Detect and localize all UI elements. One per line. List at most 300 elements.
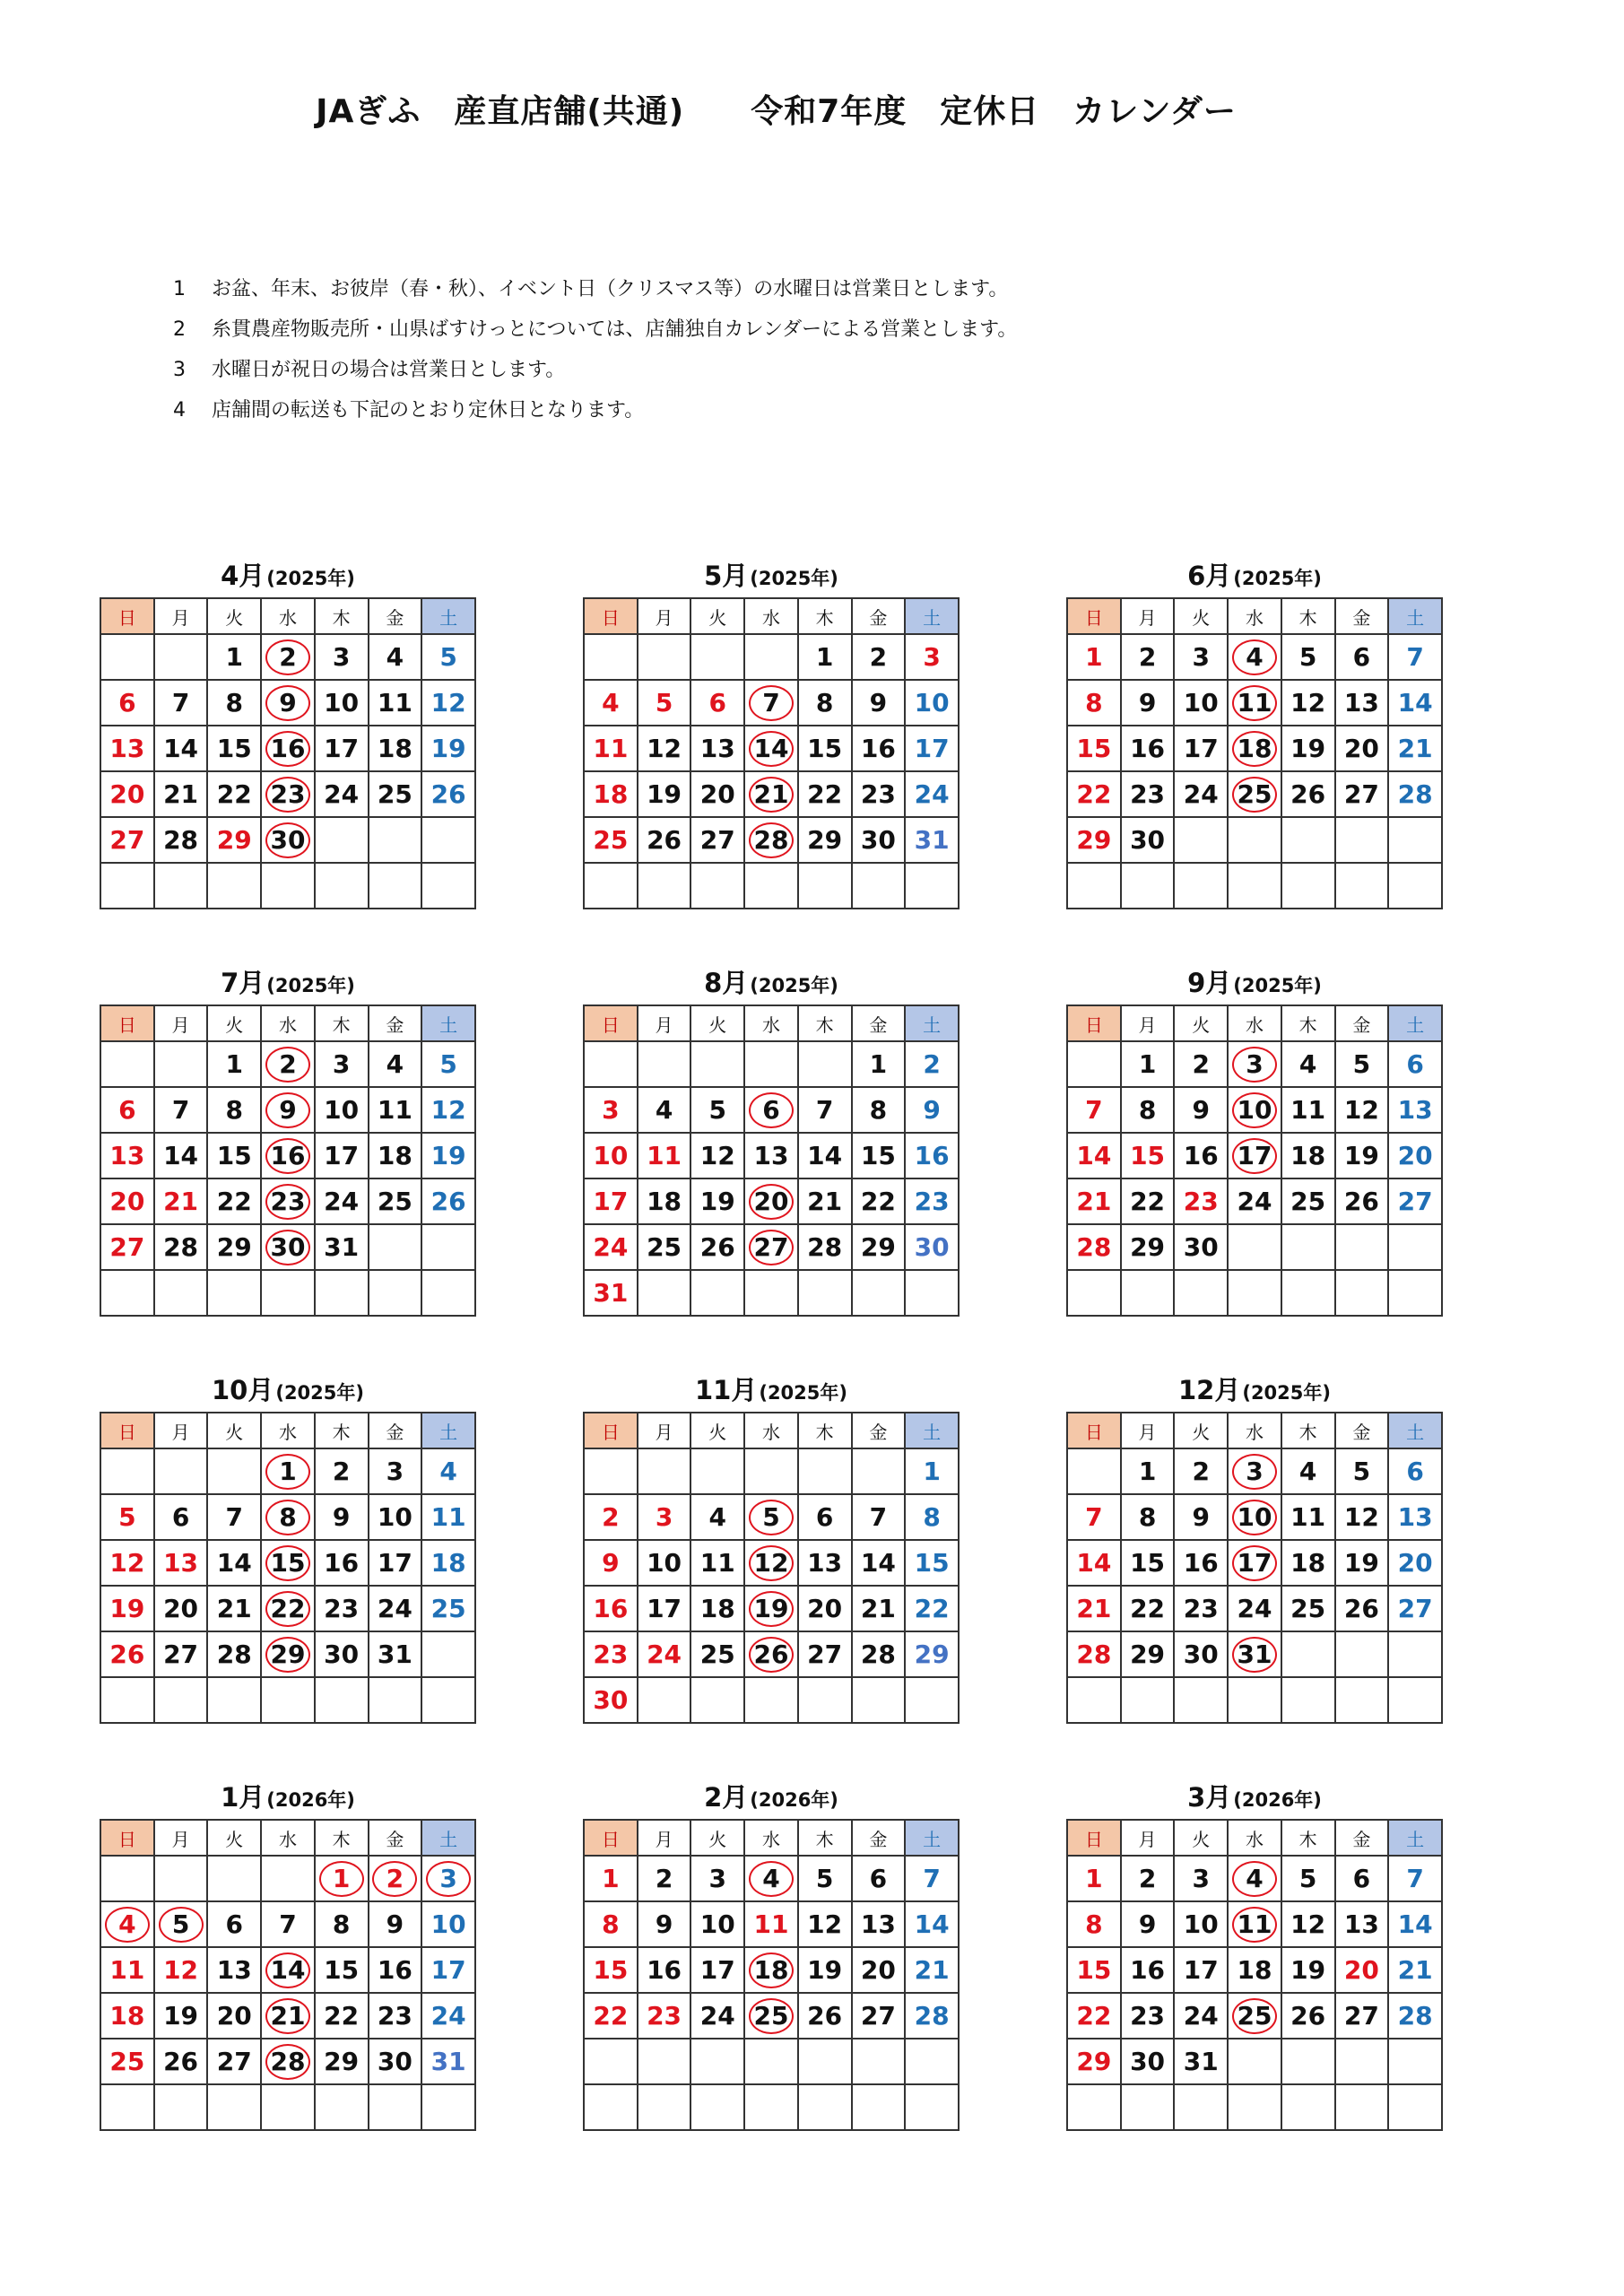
day-number: 24 [647,1639,682,1669]
day-number: 12 [1343,1095,1379,1125]
day-cell [315,1087,369,1133]
day-number: 28 [1076,1639,1112,1669]
week-row [100,1540,475,1586]
day-cell [1228,1631,1281,1677]
day-cell [154,2084,208,2130]
day-number: 12 [1290,688,1326,718]
day-cell [421,1677,475,1723]
day-cell [315,1178,369,1224]
day-cell [315,1041,369,1087]
day-cell [207,1540,261,1586]
day-cell [744,1677,798,1723]
day-number: 5 [439,1049,457,1079]
day-cell [261,1631,315,1677]
month-label: 1月 [221,1782,265,1813]
day-cell [638,726,691,771]
day-number: 1 [225,642,243,672]
weekday-header: 土 [905,1820,959,1856]
day-cell [798,680,852,726]
day-cell [421,1494,475,1540]
day-number: 23 [1130,2001,1166,2031]
day-cell [261,2084,315,2130]
day-cell [421,1586,475,1631]
week-row [100,1677,475,1723]
day-cell [100,2039,154,2084]
day-cell [798,634,852,680]
weekday-header: 土 [421,598,475,634]
day-cell [584,1270,638,1316]
day-cell [905,1270,959,1316]
day-number: 13 [216,1955,252,1985]
week-row [584,1494,959,1540]
weekday-header: 日 [100,1005,154,1041]
day-number: 27 [109,1232,145,1262]
day-number: 25 [430,1594,466,1623]
day-cell [1281,1901,1335,1947]
weekday-header: 月 [638,598,691,634]
week-row [584,1178,959,1224]
day-number: 3 [1246,1049,1264,1079]
day-cell [1281,1133,1335,1178]
day-number: 25 [647,1232,682,1262]
day-number: 20 [109,1187,145,1216]
month-title [100,556,476,597]
day-number: 14 [1076,1548,1112,1578]
day-number: 16 [593,1594,629,1623]
week-row [1067,2084,1442,2130]
day-number: 24 [430,2001,466,2031]
weekday-header: 火 [1174,598,1228,634]
day-cell [1388,1224,1442,1270]
day-cell [1228,1133,1281,1178]
day-cell [100,1901,154,1947]
day-cell [852,1448,906,1494]
day-number: 13 [807,1548,843,1578]
day-cell [690,2039,744,2084]
day-number: 5 [762,1502,780,1532]
day-number: 3 [332,642,351,672]
day-number: 9 [869,688,888,718]
year-label: (2025年) [1242,1382,1331,1404]
day-cell [1121,1224,1175,1270]
day-cell [1067,863,1121,909]
day-number: 10 [324,1095,360,1125]
day-number: 25 [1237,2001,1272,2031]
day-cell [584,1947,638,1993]
day-cell [1388,1901,1442,1947]
weekday-header: 金 [1335,1413,1389,1448]
weekday-header: 木 [315,1005,369,1041]
day-cell [1228,771,1281,817]
week-row [584,1856,959,1901]
day-cell [1228,1677,1281,1723]
day-cell [690,1448,744,1494]
day-cell [207,771,261,817]
day-cell [905,1087,959,1133]
week-row [1067,1677,1442,1723]
day-cell [1121,726,1175,771]
day-number: 31 [377,1639,413,1669]
calendar-grid [583,1819,960,2131]
day-number: 17 [1237,1141,1272,1170]
day-cell [852,1586,906,1631]
day-cell [1174,1540,1228,1586]
day-cell [315,2084,369,2130]
day-number: 2 [602,1502,620,1532]
notes-list [173,269,1017,430]
day-number: 7 [923,1864,941,1893]
day-number: 28 [163,825,199,855]
month-label: 8月 [704,968,749,998]
day-cell [207,726,261,771]
day-cell [798,1224,852,1270]
day-cell [744,634,798,680]
day-cell [690,771,744,817]
day-number: 16 [1130,734,1166,763]
day-cell [1228,726,1281,771]
day-cell [1281,680,1335,726]
day-cell [1335,1133,1389,1178]
day-cell [100,634,154,680]
day-cell [261,726,315,771]
day-number: 26 [430,779,466,809]
day-cell [1174,1087,1228,1133]
day-cell [207,1178,261,1224]
day-number: 2 [279,642,297,672]
day-number: 4 [1246,642,1264,672]
day-cell [1174,863,1228,909]
day-cell [1228,1224,1281,1270]
day-cell [584,1448,638,1494]
weekday-header: 月 [638,1820,691,1856]
day-number: 18 [753,1955,789,1985]
weekday-header: 木 [1281,1005,1335,1041]
day-cell [638,1087,691,1133]
day-cell [207,1133,261,1178]
day-cell [1388,680,1442,726]
day-number: 15 [324,1955,360,1985]
week-row [584,1224,959,1270]
day-number: 26 [1290,779,1326,809]
day-cell [315,1224,369,1270]
day-number: 11 [593,734,629,763]
day-cell [1067,1494,1121,1540]
day-number: 17 [377,1548,413,1578]
weekday-header: 日 [100,1820,154,1856]
day-number: 15 [860,1141,896,1170]
day-number: 28 [914,2001,950,2031]
day-cell [584,726,638,771]
day-cell [1228,1947,1281,1993]
day-cell [905,2039,959,2084]
week-row [1067,726,1442,771]
day-cell [798,1448,852,1494]
day-cell [905,2084,959,2130]
day-cell [690,1133,744,1178]
day-number: 20 [1343,1955,1379,1985]
day-number: 1 [923,1457,941,1486]
day-number: 10 [377,1502,413,1532]
day-number: 18 [1290,1548,1326,1578]
month-label: 10月 [211,1375,274,1405]
day-number: 7 [171,688,190,718]
day-cell [1335,1178,1389,1224]
day-number: 17 [1183,1955,1219,1985]
day-cell [798,726,852,771]
note-item [173,390,1017,430]
day-number: 23 [914,1187,950,1216]
day-cell [207,1947,261,1993]
day-number: 22 [1130,1187,1166,1216]
day-cell [1174,726,1228,771]
day-cell [1281,1631,1335,1677]
weekday-header: 水 [744,1005,798,1041]
day-cell [1388,1677,1442,1723]
day-cell [154,817,208,863]
day-number: 23 [324,1594,360,1623]
day-number: 19 [109,1594,145,1623]
day-cell [207,1448,261,1494]
day-cell [100,1133,154,1178]
day-cell [421,1631,475,1677]
day-cell [100,1448,154,1494]
day-cell [905,1586,959,1631]
day-cell [744,1993,798,2039]
day-cell [798,1494,852,1540]
weekday-header: 金 [369,1413,422,1448]
day-number: 1 [815,642,834,672]
day-cell [584,1224,638,1270]
day-cell [315,1133,369,1178]
day-cell [638,1540,691,1586]
month-label: 9月 [1187,968,1232,998]
day-cell [1281,1856,1335,1901]
day-cell [1067,1270,1121,1316]
day-number: 19 [753,1594,789,1623]
day-number: 18 [699,1594,735,1623]
day-cell [207,1586,261,1631]
day-number: 8 [869,1095,888,1125]
week-row [1067,1947,1442,1993]
day-number: 8 [1085,1909,1103,1939]
day-cell [690,1631,744,1677]
day-number: 23 [270,779,306,809]
day-cell [798,817,852,863]
day-cell [1121,1901,1175,1947]
year-label: (2026年) [1233,1789,1322,1811]
day-number: 8 [279,1502,297,1532]
month-calendar [1066,963,1443,1317]
day-number: 9 [1192,1095,1210,1125]
day-cell [798,1270,852,1316]
day-number: 19 [1290,1955,1326,1985]
day-cell [1174,2039,1228,2084]
day-number: 18 [647,1187,682,1216]
month-label: 11月 [694,1375,758,1405]
day-number: 13 [163,1548,199,1578]
day-number: 11 [753,1909,789,1939]
day-cell [261,1178,315,1224]
day-cell [852,817,906,863]
week-row [1067,2039,1442,2084]
day-number: 10 [324,688,360,718]
day-number: 13 [699,734,735,763]
month-label: 3月 [1187,1782,1232,1813]
day-cell [1281,726,1335,771]
month-title [583,1370,960,1412]
day-cell [798,1993,852,2039]
day-number: 13 [1343,688,1379,718]
weekday-header: 金 [369,1820,422,1856]
day-cell [584,817,638,863]
day-number: 22 [1076,779,1112,809]
week-row [584,1540,959,1586]
day-cell [369,1087,422,1133]
day-cell [905,1494,959,1540]
day-cell [154,1494,208,1540]
day-cell [638,2084,691,2130]
month-label: 12月 [1177,1375,1241,1405]
day-number: 1 [602,1864,620,1893]
day-cell [1281,1270,1335,1316]
month-calendar [583,963,960,1317]
day-number: 2 [655,1864,673,1893]
day-number: 11 [1237,1909,1272,1939]
day-cell [638,1631,691,1677]
day-cell [421,634,475,680]
day-number: 13 [1397,1502,1433,1532]
day-cell [1335,1631,1389,1677]
day-number: 30 [593,1685,629,1715]
day-number: 2 [1138,1864,1157,1893]
weekday-header: 火 [207,598,261,634]
day-cell [1335,1586,1389,1631]
day-number: 14 [1076,1141,1112,1170]
day-cell [744,817,798,863]
day-number: 27 [699,825,735,855]
day-number: 6 [118,688,136,718]
day-cell [744,726,798,771]
day-cell [1121,634,1175,680]
day-cell [315,680,369,726]
day-number: 29 [807,825,843,855]
day-number: 15 [914,1548,950,1578]
day-number: 15 [1076,734,1112,763]
day-number: 7 [762,688,780,718]
weekday-header: 土 [905,598,959,634]
day-number: 5 [118,1502,136,1532]
day-cell [1121,1448,1175,1494]
day-number: 6 [171,1502,190,1532]
day-cell [315,2039,369,2084]
weekday-header: 日 [100,598,154,634]
day-number: 29 [216,1232,252,1262]
day-cell [905,1041,959,1087]
week-row [584,771,959,817]
day-cell [315,1586,369,1631]
day-number: 30 [270,1232,306,1262]
calendar-grid [1066,597,1443,909]
note-item [173,309,1017,350]
day-cell [1388,1270,1442,1316]
day-cell [584,1041,638,1087]
week-row [100,863,475,909]
day-cell [1174,771,1228,817]
day-cell [638,817,691,863]
day-cell [798,1677,852,1723]
day-cell [690,726,744,771]
day-cell [1121,1494,1175,1540]
day-cell [315,1677,369,1723]
day-number: 3 [655,1502,673,1532]
day-number: 20 [699,779,735,809]
day-number: 21 [216,1594,252,1623]
weekday-header: 月 [154,1413,208,1448]
day-cell [744,680,798,726]
week-row [584,1901,959,1947]
day-number: 12 [163,1955,199,1985]
day-cell [1067,1586,1121,1631]
day-number: 4 [602,688,620,718]
day-cell [154,1586,208,1631]
day-cell [798,1540,852,1586]
weekday-header: 火 [1174,1413,1228,1448]
day-number: 27 [163,1639,199,1669]
day-cell [744,771,798,817]
day-cell [369,863,422,909]
day-cell [1388,1494,1442,1540]
day-number: 17 [914,734,950,763]
day-number: 28 [753,825,789,855]
day-cell [638,1448,691,1494]
day-cell [638,1270,691,1316]
day-cell [1174,1677,1228,1723]
day-number: 23 [270,1187,306,1216]
day-cell [1281,1586,1335,1631]
week-row [1067,1224,1442,1270]
day-cell [690,817,744,863]
day-cell [421,771,475,817]
day-number: 26 [753,1639,789,1669]
day-number: 17 [430,1955,466,1985]
day-cell [261,771,315,817]
day-number: 3 [1192,642,1210,672]
day-number: 11 [699,1548,735,1578]
day-cell [1174,817,1228,863]
weekday-header: 土 [1388,1820,1442,1856]
day-cell [1174,634,1228,680]
day-number: 27 [860,2001,896,2031]
day-number: 4 [386,1049,404,1079]
day-number: 29 [860,1232,896,1262]
day-cell [421,1856,475,1901]
day-cell [1281,1494,1335,1540]
day-cell [1174,1224,1228,1270]
day-cell [1228,1178,1281,1224]
day-cell [421,1993,475,2039]
weekday-header: 木 [1281,1820,1335,1856]
weekday-header: 日 [100,1413,154,1448]
weekday-header: 木 [798,598,852,634]
day-number: 31 [593,1278,629,1308]
day-number: 1 [1085,1864,1103,1893]
day-cell [421,863,475,909]
day-cell [1228,2039,1281,2084]
month-label: 2月 [704,1782,749,1813]
day-cell [1067,1993,1121,2039]
day-cell [1281,2039,1335,2084]
day-cell [744,1947,798,1993]
